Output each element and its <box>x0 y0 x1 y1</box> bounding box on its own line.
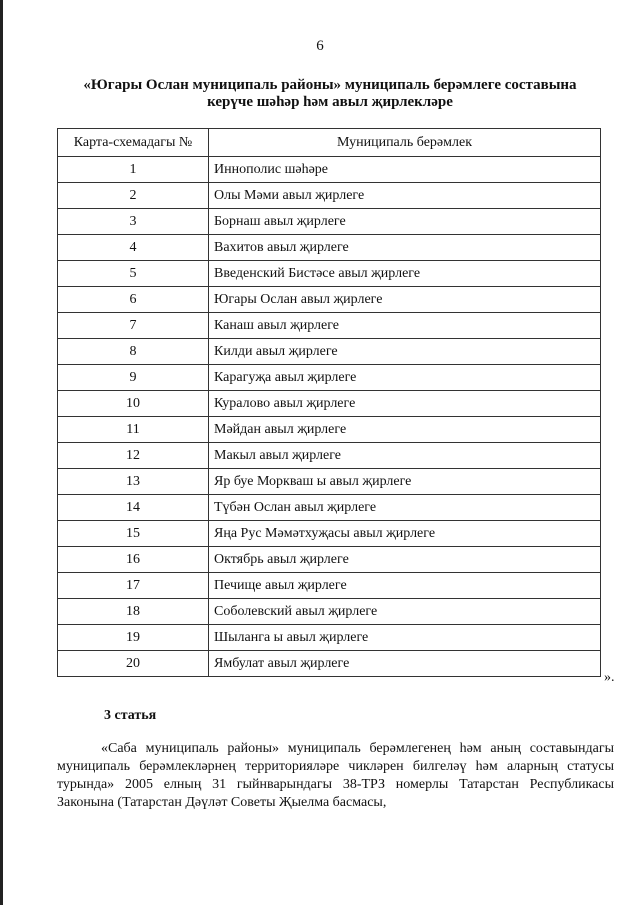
table-row <box>58 365 601 391</box>
table-row <box>58 261 601 287</box>
table-row <box>58 521 601 547</box>
row-number: 19 <box>58 625 209 651</box>
municipality-name: Куралово авыл җирлеге <box>209 391 601 417</box>
heading-line-1: «Югары Ослан муниципаль районы» муниципаль берәмлеге составына <box>83 77 577 93</box>
row-number: 13 <box>58 469 209 495</box>
municipality-name: Яңа Рус Мәмәтхуҗасы авыл җирлеге <box>209 521 601 547</box>
table-row <box>58 651 601 677</box>
municipality-name: Шыланга ы авыл җирлеге <box>209 625 601 651</box>
row-number: 6 <box>58 287 209 313</box>
municipality-name: Түбән Ослан авыл җирлеге <box>209 495 601 521</box>
header-map-number: Карта-схемадагы № <box>58 129 209 157</box>
page-number: 6 <box>316 38 324 54</box>
table-row <box>58 625 601 651</box>
closing-quote: ». <box>604 670 615 685</box>
section-title: 3 статья <box>104 708 157 723</box>
row-number: 8 <box>58 339 209 365</box>
scan-edge-line <box>0 0 3 905</box>
municipality-name: Борнаш авыл җирлеге <box>209 209 601 235</box>
table-row <box>58 443 601 469</box>
table-row <box>58 157 601 183</box>
municipality-name: Введенский Бистәсе авыл җирлеге <box>209 261 601 287</box>
row-number: 12 <box>58 443 209 469</box>
row-number: 18 <box>58 599 209 625</box>
table-row <box>58 573 601 599</box>
municipalities-table <box>57 128 601 677</box>
row-number: 3 <box>58 209 209 235</box>
municipality-name: Килди авыл җирлеге <box>209 339 601 365</box>
row-number: 7 <box>58 313 209 339</box>
municipality-name: Макыл авыл җирлеге <box>209 443 601 469</box>
row-number: 9 <box>58 365 209 391</box>
table-row <box>58 313 601 339</box>
body-paragraph: «Саба муниципаль районы» муниципаль берәмлегенең һәм аның составындагы муниципаль берәмлекләрнең территорияләре чикләрен билгеләү һәм аларның статусы турында» 2005 елның 31 гыйнварындагы 38-ТРЗ номерлы Татарстан Республикасы Законына (Татарстан Дәүләт Советы Җыелма басмасы, <box>57 741 614 810</box>
table-row <box>58 391 601 417</box>
heading-line-2: керүче шәһәр һәм авыл җирлекләре <box>207 94 453 110</box>
municipality-name: Мәйдан авыл җирлеге <box>209 417 601 443</box>
municipality-name: Ямбулат авыл җирлеге <box>209 651 601 677</box>
table-row <box>58 339 601 365</box>
row-number: 10 <box>58 391 209 417</box>
municipality-name: Канаш авыл җирлеге <box>209 313 601 339</box>
row-number: 11 <box>58 417 209 443</box>
table-row <box>58 287 601 313</box>
municipality-name: Соболевский авыл җирлеге <box>209 599 601 625</box>
municipality-name: Карагуҗа авыл җирлеге <box>209 365 601 391</box>
municipality-name: Печище авыл җирлеге <box>209 573 601 599</box>
table-row <box>58 209 601 235</box>
header-municipality: Муниципаль берәмлек <box>209 129 601 157</box>
table-header-row <box>58 129 601 157</box>
row-number: 5 <box>58 261 209 287</box>
table-row <box>58 547 601 573</box>
table-row <box>58 183 601 209</box>
municipality-name: Иннополис шәһәре <box>209 157 601 183</box>
municipality-name: Олы Мәми авыл җирлеге <box>209 183 601 209</box>
document-heading <box>60 77 600 111</box>
row-number: 4 <box>58 235 209 261</box>
table-body <box>58 157 601 677</box>
table-row <box>58 599 601 625</box>
row-number: 17 <box>58 573 209 599</box>
table-row <box>58 417 601 443</box>
municipality-name: Октябрь авыл җирлеге <box>209 547 601 573</box>
row-number: 14 <box>58 495 209 521</box>
table-row <box>58 235 601 261</box>
table-row <box>58 469 601 495</box>
table-row <box>58 495 601 521</box>
municipality-name: Вахитов авыл җирлеге <box>209 235 601 261</box>
row-number: 15 <box>58 521 209 547</box>
row-number: 20 <box>58 651 209 677</box>
row-number: 16 <box>58 547 209 573</box>
row-number: 1 <box>58 157 209 183</box>
row-number: 2 <box>58 183 209 209</box>
municipality-name: Яр буе Моркваш ы авыл җирлеге <box>209 469 601 495</box>
municipality-name: Югары Ослан авыл җирлеге <box>209 287 601 313</box>
